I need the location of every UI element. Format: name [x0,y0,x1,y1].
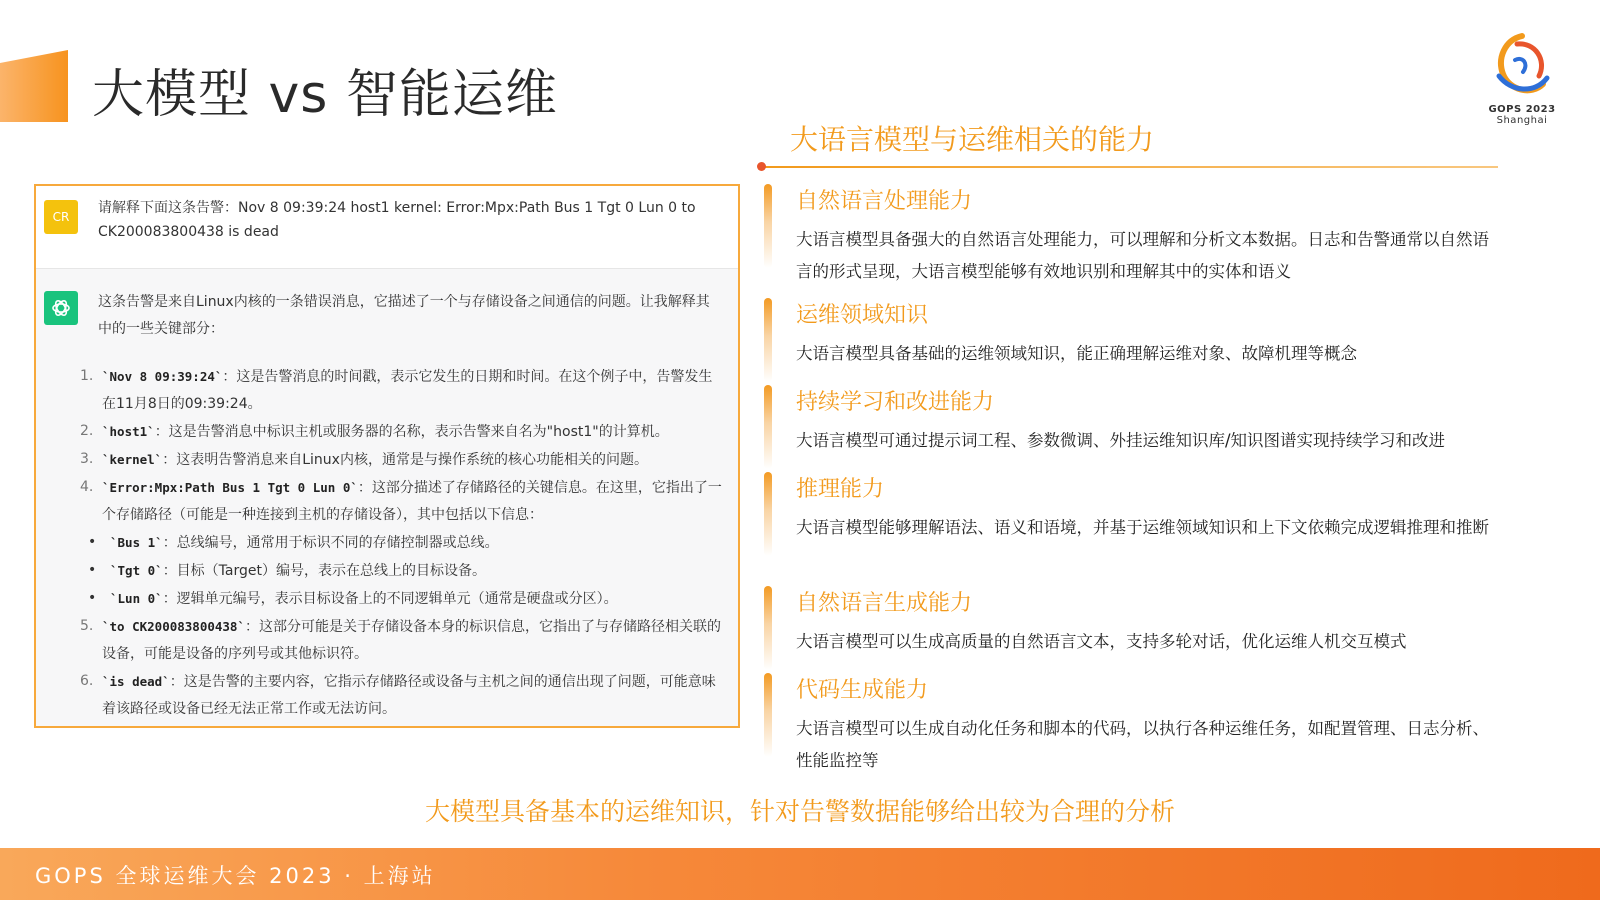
list-item [80,613,724,668]
assistant-explanation-list [80,363,724,723]
sub-list-item [80,529,724,557]
list-code: `is dead` [102,674,170,689]
list-code: `to CK200083800438` [102,619,245,634]
user-message-row [36,186,738,269]
gops-logo-icon [1487,30,1557,102]
list-number: 6. [80,673,94,689]
page-title: 大模型 vs 智能运维 [92,65,558,125]
capability-title: 推理能力 [796,477,885,502]
bullet-icon: • [88,562,97,578]
section-title: 大语言模型与运维相关的能力 [790,123,1155,156]
user-message-text: 请解释下面这条告警：Nov 8 09:39:24 host1 kernel: Error:Mpx:Path Bus 1 Tgt 0 Lun 0 to CK200083800438 is dead [98,200,696,240]
capability-title: 代码生成能力 [796,678,929,703]
bullet-icon: • [88,590,97,606]
capability-title: 自然语言处理能力 [796,189,973,214]
bullet-icon: • [88,534,97,550]
list-code: `Nov 8 09:39:24` [102,369,223,384]
sub-list-code: `Bus 1` [110,535,163,550]
capability-desc: 大语言模型具备强大的自然语言处理能力，可以理解和分析文本数据。日志和告警通常以自然语言的形式呈现，大语言模型能够有效地识别和理解其中的实体和语义 [796,230,1489,281]
conclusion-text: 大模型具备基本的运维知识，针对告警数据能够给出较为合理的分析 [424,797,1175,826]
list-item [80,446,724,474]
openai-icon [50,297,72,319]
capability-desc: 大语言模型能够理解语法、语义和语境，并基于运维领域知识和上下文依赖完成逻辑推理和推断 [796,518,1489,537]
user-avatar: CR [44,200,78,234]
list-number: 5. [80,618,94,634]
sub-list-item [80,557,724,585]
sub-list-item [80,585,724,613]
list-code: `kernel` [102,452,163,467]
list-code: `host1` [102,424,155,439]
section-divider [762,166,1498,168]
divider-dot [757,162,766,171]
list-text: ：这部分可能是关于存储设备本身的标识信息，它指出了与存储路径相关联的设备，可能是设备的序列号或其他标识符。 [102,619,721,662]
chat-screenshot-panel [34,184,740,728]
footer-text: GOPS 全球运维大会 2023 · 上海站 [35,864,436,888]
sub-list-text: ：目标（Target）编号，表示在总线上的目标设备。 [162,563,486,579]
sub-list-code: `Tgt 0` [110,563,163,578]
sub-list-text: ：逻辑单元编号，表示目标设备上的不同逻辑单元（通常是硬盘或分区）。 [162,591,618,607]
logo-city: Shanghai [1496,115,1548,126]
list-number: 2. [80,423,94,439]
list-code: `Error:Mpx:Path Bus 1 Tgt 0 Lun 0` [102,480,358,495]
list-number: 4. [80,479,94,495]
assistant-avatar [44,291,78,325]
list-number: 1. [80,368,94,384]
list-text: ：这是告警的主要内容，它指示存储路径或设备与主机之间的通信出现了问题，可能意味着该路径或设备已经无法正常工作或无法访问。 [102,674,716,717]
capability-accent-bar [764,673,772,757]
gops-logo [1476,30,1568,130]
list-item [80,363,724,418]
capability-accent-bar [764,298,772,382]
assistant-message-row [36,269,738,726]
list-item [80,668,724,723]
capability-accent-bar [764,472,772,556]
list-text: ：这是告警消息中标识主机或服务器的名称，表示告警来自名为"host1"的计算机。 [154,424,669,440]
capability-title: 运维领域知识 [796,303,929,328]
capability-desc: 大语言模型具备基础的运维领域知识，能正确理解运维对象、故障机理等概念 [796,344,1357,363]
logo-event-name: GOPS 2023 [1488,104,1556,115]
capability-title: 持续学习和改进能力 [796,390,995,415]
assistant-intro-text: 这条告警是来自Linux内核的一条错误消息，它描述了一个与存储设备之间通信的问题。让我解释其中的一些关键部分： [98,294,710,337]
capability-accent-bar [764,586,772,670]
capability-desc: 大语言模型可以生成高质量的自然语言文本，支持多轮对话，优化运维人机交互模式 [796,632,1407,651]
list-number: 3. [80,451,94,467]
sub-list-code: `Lun 0` [110,591,163,606]
capability-desc: 大语言模型可以生成自动化任务和脚本的代码，以执行各种运维任务，如配置管理、日志分析、性能监控等 [796,719,1489,770]
capability-accent-bar [764,385,772,469]
list-item [80,474,724,529]
list-text: ：这部分描述了存储路径的关键信息。在这里，它指出了一个存储路径（可能是一种连接到主机的存储设备），其中包括以下信息： [102,480,722,523]
title-accent-shape [0,50,68,122]
list-text: ：这表明告警消息来自Linux内核，通常是与操作系统的核心功能相关的问题。 [162,452,648,468]
sub-list-text: ：总线编号，通常用于标识不同的存储控制器或总线。 [162,535,499,551]
capability-accent-bar [764,184,772,268]
footer-banner [0,848,1600,900]
list-text: ：这是告警消息的时间戳，表示它发生的日期和时间。在这个例子中，告警发生在11月8日的09:39:24。 [102,369,713,412]
list-item [80,418,724,446]
capability-title: 自然语言生成能力 [796,591,973,616]
capability-desc: 大语言模型可通过提示词工程、参数微调、外挂运维知识库/知识图谱实现持续学习和改进 [796,431,1446,450]
